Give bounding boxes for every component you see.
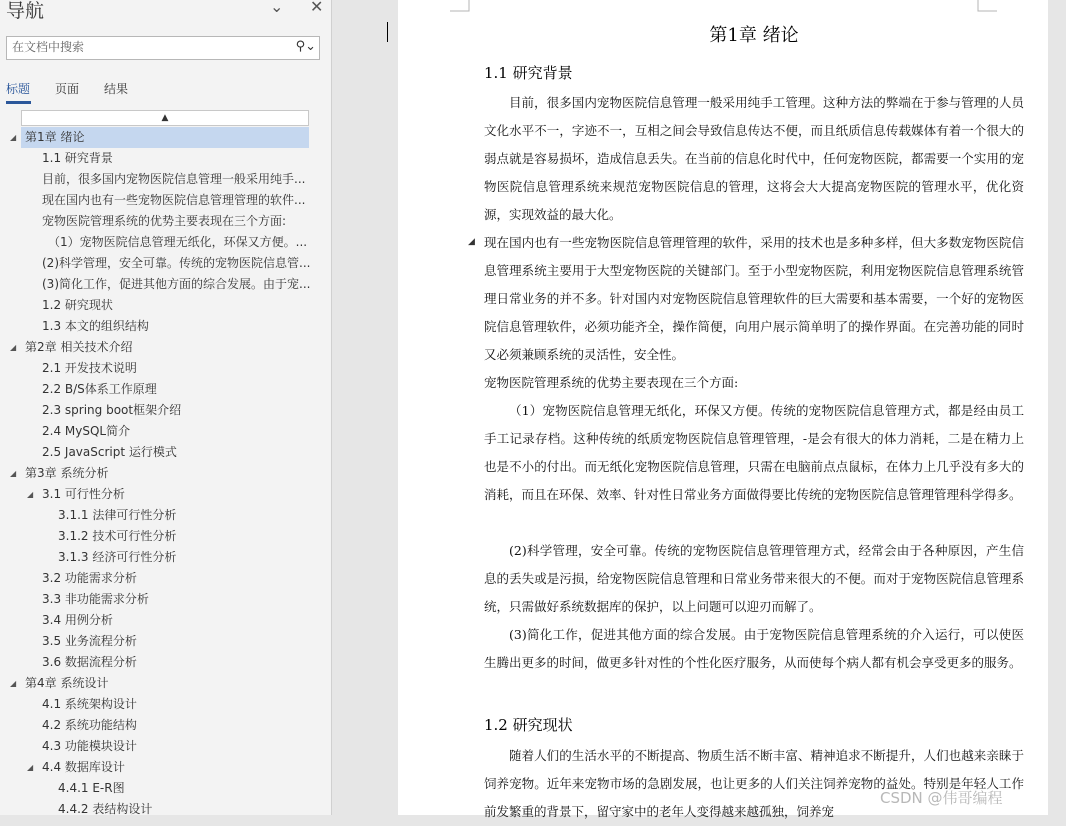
nav-heading-label: 现在国内也有一些宠物医院信息管理管理的软件... xyxy=(42,193,306,207)
nav-heading-item[interactable] xyxy=(0,316,331,337)
paragraph: （1）宠物医院信息管理无纸化，环保又方便。传统的宠物医院信息管理方式，都是经由员工手工记录存档。这种传统的纸质宠物医院信息管理管理，-是会有很大的体力消耗，二是在精力上也是不小的付出。而无纸化宠物医院信息管理，只需在电脑前点点鼠标，在体力上几乎没有多大的消耗，而且在环保、效率、针对性日常业务方面做得要比传统的宠物医院信息管理管理科学得多。 xyxy=(484,403,1024,502)
paragraph: (2)科学管理，安全可靠。传统的宠物医院信息管理管理方式，经常会由于各种原因，产生信息的丢失或是污损，给宠物医院信息管理和日常业务带来很大的不便。而对于宠物医院信息管理系统，只需做好系统数据库的保护，以上问题可以迎刃而解了。 xyxy=(484,543,1024,614)
nav-heading-label: 4.1 系统架构设计 xyxy=(42,697,137,711)
nav-heading-item[interactable] xyxy=(0,694,331,715)
nav-options-chevron-icon[interactable]: ⌄ xyxy=(270,0,284,16)
nav-heading-item[interactable] xyxy=(0,568,331,589)
nav-heading-item[interactable] xyxy=(0,610,331,631)
section-heading: 1.2 研究现状 xyxy=(484,716,573,734)
nav-search-box[interactable] xyxy=(6,36,320,60)
nav-heading-label: 2.2 B/S体系工作原理 xyxy=(42,382,157,396)
nav-heading-label: 第1章 绪论 xyxy=(25,130,85,144)
nav-search-input[interactable] xyxy=(12,40,282,54)
nav-heading-label: 3.1.3 经济可行性分析 xyxy=(58,550,177,564)
collapse-caret-icon[interactable]: ◢ xyxy=(10,679,17,688)
nav-heading-item[interactable] xyxy=(0,358,331,379)
navigation-pane xyxy=(0,0,332,815)
nav-heading-item[interactable] xyxy=(0,442,331,463)
nav-heading-item[interactable] xyxy=(0,736,331,757)
heading-tree xyxy=(0,127,331,820)
nav-heading-label: 3.1.1 法律可行性分析 xyxy=(58,508,177,522)
collapse-caret-icon[interactable]: ◢ xyxy=(27,763,34,772)
nav-heading-item[interactable] xyxy=(0,295,331,316)
nav-heading-item[interactable] xyxy=(0,421,331,442)
crop-mark-left-icon xyxy=(450,0,470,12)
paragraph: (3)简化工作，促进其他方面的综合发展。由于宠物医院信息管理系统的介入运行，可以使医生腾出更多的时间，做更多针对性的个性化医疗服务，从而使每个病人都有机会享受更多的服务。 xyxy=(484,627,1024,670)
nav-heading-item[interactable] xyxy=(0,463,331,484)
active-tab-indicator xyxy=(6,101,31,104)
nav-heading-label: 3.2 功能需求分析 xyxy=(42,571,137,585)
nav-heading-item[interactable] xyxy=(10,127,309,148)
nav-heading-label: 3.3 非功能需求分析 xyxy=(42,592,149,606)
nav-heading-label: 3.4 用例分析 xyxy=(42,613,113,627)
nav-heading-label: 4.3 功能模块设计 xyxy=(42,739,137,753)
nav-heading-label: 1.1 研究背景 xyxy=(42,151,113,165)
scroll-up-arrow-icon: ▲ xyxy=(161,113,169,123)
nav-heading-item[interactable] xyxy=(0,190,331,211)
nav-heading-label: 第3章 系统分析 xyxy=(25,466,109,480)
paragraph: 随着人们的生活水平的不断提高、物质生活不断丰富、精神追求不断提升，人们也越来亲睐于饲养宠物。近年来宠物市场的急剧发展，也让更多的人们关注饲养宠物的益处。特别是年轻人工作前发繁重的背景下，留守家中的老年人变得越来越孤独，饲养宠 xyxy=(484,748,1024,819)
nav-heading-item[interactable] xyxy=(0,148,331,169)
nav-heading-item[interactable] xyxy=(0,379,331,400)
collapse-caret-icon[interactable]: ◢ xyxy=(10,133,17,142)
nav-heading-label: 3.6 数据流程分析 xyxy=(42,655,137,669)
nav-heading-item[interactable] xyxy=(0,547,331,568)
tab-pages[interactable]: 页面 xyxy=(55,82,80,96)
nav-heading-item[interactable] xyxy=(0,505,331,526)
nav-heading-label: 1.3 本文的组织结构 xyxy=(42,319,149,333)
nav-heading-label: (3)简化工作，促进其他方面的综合发展。由于宠... xyxy=(42,277,311,291)
paragraph: 现在国内也有一些宠物医院信息管理管理的软件，采用的技术也是多种多样，但大多数宠物医院信息管理系统主要用于大型宠物医院的关键部门。至于小型宠物医院，利用宠物医院信息管理系统管理日常业务的并不多。针对国内对宠物医院信息管理软件的巨大需要和基本需要，一个好的宠物医院信息管理软件，必须功能齐全，操作简便，向用户展示简单明了的操作界面。在完善功能的同时又必须兼顾系统的灵活性，安全性。 xyxy=(484,235,1024,362)
search-icon[interactable]: ⚲⌄ xyxy=(295,39,316,54)
nav-heading-label: 3.1 可行性分析 xyxy=(42,487,125,501)
nav-heading-item[interactable] xyxy=(0,631,331,652)
paragraph: 目前，很多国内宠物医院信息管理一般采用纯手工管理。这种方法的弊端在于参与管理的人员文化水平不一，字迹不一，互相之间会导致信息传达不便，而且纸质信息传载媒体有着一个很大的弱点就是容易损坏，造成信息丢失。在当前的信息化时代中，任何宠物医院，都需要一个实用的宠物医院信息管理系统来规范宠物医院信息的管理，这将会大大提高宠物医院的管理水平，优化资源，实现效益的最大化。 xyxy=(484,95,1024,222)
nav-heading-item[interactable] xyxy=(0,274,331,295)
nav-heading-label: 4.4 数据库设计 xyxy=(42,760,125,774)
nav-heading-item[interactable] xyxy=(0,211,331,232)
nav-heading-item[interactable] xyxy=(0,652,331,673)
collapse-caret-icon[interactable]: ◢ xyxy=(10,343,17,352)
nav-heading-label: 第2章 相关技术介绍 xyxy=(25,340,133,354)
nav-heading-label: 4.2 系统功能结构 xyxy=(42,718,137,732)
nav-title: 导航 xyxy=(6,0,45,22)
chapter-title: 第1章 绪论 xyxy=(709,25,799,46)
nav-heading-item[interactable] xyxy=(0,673,331,694)
nav-heading-item[interactable] xyxy=(0,778,331,799)
nav-heading-label: 2.1 开发技术说明 xyxy=(42,361,137,375)
nav-heading-label: (2)科学管理，安全可靠。传统的宠物医院信息管... xyxy=(42,256,311,270)
nav-heading-item[interactable] xyxy=(0,715,331,736)
nav-heading-item[interactable] xyxy=(0,484,331,505)
document-canvas[interactable] xyxy=(332,0,1066,819)
text-cursor xyxy=(387,22,388,42)
nav-heading-label: 3.5 业务流程分析 xyxy=(42,634,137,648)
watermark: CSDN @伟哥编程 xyxy=(880,789,1003,807)
crop-mark-right-icon xyxy=(977,0,997,12)
nav-heading-item[interactable] xyxy=(0,526,331,547)
tab-headings[interactable]: 标题 xyxy=(6,82,31,96)
nav-heading-label: 宠物医院管理系统的优势主要表现在三个方面: xyxy=(42,214,287,228)
document-page[interactable] xyxy=(398,0,1048,819)
nav-heading-item[interactable] xyxy=(0,337,331,358)
nav-heading-label: 第4章 系统设计 xyxy=(25,676,109,690)
nav-heading-label: （1）宠物医院信息管理无纸化，环保又方便。... xyxy=(48,235,308,249)
nav-close-icon[interactable]: ✕ xyxy=(310,0,324,16)
nav-heading-label: 2.5 JavaScript 运行模式 xyxy=(42,445,177,459)
nav-heading-label: 2.4 MySQL简介 xyxy=(42,424,131,438)
paragraph: 宠物医院管理系统的优势主要表现在三个方面: xyxy=(484,375,739,390)
nav-heading-label: 目前，很多国内宠物医院信息管理一般采用纯手... xyxy=(42,172,306,186)
tab-results[interactable]: 结果 xyxy=(104,82,129,96)
nav-heading-item[interactable] xyxy=(0,232,331,253)
nav-heading-label: 1.2 研究现状 xyxy=(42,298,113,312)
collapse-caret-icon[interactable]: ◢ xyxy=(10,469,17,478)
section-heading: 1.1 研究背景 xyxy=(484,64,573,82)
nav-heading-item[interactable] xyxy=(0,799,331,820)
scroll-up-button[interactable] xyxy=(21,110,309,126)
nav-heading-label: 4.4.1 E-R图 xyxy=(58,781,125,795)
nav-heading-label: 3.1.2 技术可行性分析 xyxy=(58,529,177,543)
nav-heading-item[interactable] xyxy=(0,400,331,421)
nav-heading-item[interactable] xyxy=(0,169,331,190)
nav-heading-label: 2.3 spring boot框架介绍 xyxy=(42,403,182,417)
nav-heading-item[interactable] xyxy=(0,757,331,778)
collapse-paragraph-triangle-icon[interactable]: ◢ xyxy=(468,237,475,247)
nav-heading-item[interactable] xyxy=(0,589,331,610)
nav-heading-label: 4.4.2 表结构设计 xyxy=(58,802,153,816)
nav-heading-item[interactable] xyxy=(0,253,331,274)
collapse-caret-icon[interactable]: ◢ xyxy=(27,490,34,499)
